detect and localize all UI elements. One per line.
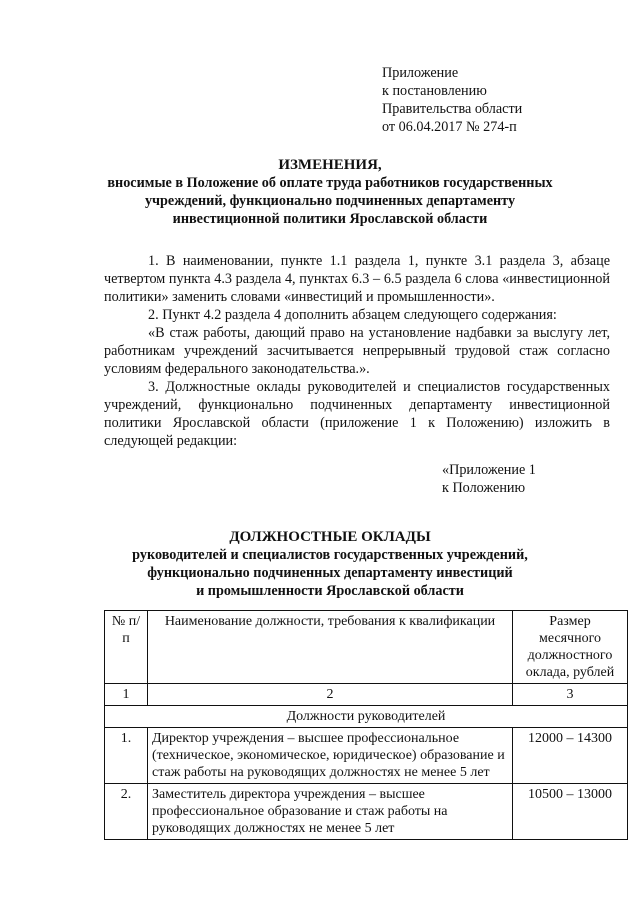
row-position: Директор учреждения – высшее профессиональное (техническое, экономическое, юридическое) образование и стаж работы на руководящих должностях не менее 5 лет <box>148 728 513 784</box>
changes-title: ИЗМЕНЕНИЯ, <box>278 157 382 173</box>
table-header-row <box>105 611 628 684</box>
table-index-row <box>105 684 628 706</box>
table-row <box>105 728 628 784</box>
appendix-line-4: от 06.04.2017 № 274-п <box>382 119 517 135</box>
salaries-subtitle-2: функционально подчиненных департаменту инвестиций <box>147 565 513 581</box>
paragraph-4: 3. Должностные оклады руководителей и специалистов государственных учреждений, функционально подчиненных департаменту инвестиционной политики Ярославской области (приложение 1 к Положению) изложить в следующей редакции: <box>104 379 610 449</box>
paragraph-2: 2. Пункт 4.2 раздела 4 дополнить абзацем следующего содержания: <box>148 307 557 323</box>
salary-table <box>104 610 628 840</box>
header-number: № п/п <box>105 611 148 684</box>
table-row <box>105 784 628 840</box>
index-cell-3: 3 <box>513 684 628 706</box>
salaries-subtitle-3: и промышленности Ярославской области <box>196 583 464 599</box>
changes-heading <box>80 156 580 228</box>
changes-subtitle-2: учреждений, функционально подчиненных департаменту <box>144 193 516 209</box>
header-salary: Размер месячного должностного оклада, рублей <box>513 611 628 684</box>
changes-subtitle-1: вносимые в Положение об оплате труда работников государственных <box>107 175 553 191</box>
paragraph-1: 1. В наименовании, пункте 1.1 раздела 1, пункте 3.1 раздела 3, абзаце четвертом пункта 4.3 раздела 4, пунктах 6.3 – 6.5 раздела 6 слова «инвестиционной политики» заменить словами «инвестиций и промышленности». <box>104 253 610 305</box>
document-body <box>104 252 610 450</box>
appendix-1-header <box>442 461 612 497</box>
appendix-line-3: Правительства области <box>382 101 523 117</box>
changes-subtitle-3: инвестиционной политики Ярославской области <box>172 211 488 227</box>
row-salary: 10500 – 13000 <box>513 784 628 840</box>
row-number: 2. <box>105 784 148 840</box>
appendix-1-line-1: «Приложение 1 <box>442 462 536 478</box>
row-position: Заместитель директора учреждения – высшее профессиональное образование и стаж работы на руководящих должностях не менее 5 лет <box>148 784 513 840</box>
section-label: Должности руководителей <box>105 706 628 728</box>
row-salary: 12000 – 14300 <box>513 728 628 784</box>
section-row <box>105 706 628 728</box>
appendix-line-1: Приложение <box>382 65 459 81</box>
salaries-title: ДОЛЖНОСТНЫЕ ОКЛАДЫ <box>229 529 431 545</box>
salaries-subtitle-1: руководителей и специалистов государственных учреждений, <box>132 547 528 563</box>
header-position: Наименование должности, требования к квалификации <box>148 611 513 684</box>
appendix-line-2: к постановлению <box>382 83 487 99</box>
salaries-heading <box>80 528 580 600</box>
appendix-1-line-2: к Положению <box>442 480 526 496</box>
index-cell-2: 2 <box>148 684 513 706</box>
index-cell-1: 1 <box>105 684 148 706</box>
appendix-header <box>382 64 612 136</box>
paragraph-3: «В стаж работы, дающий право на установление надбавки за выслугу лет, работникам учреждений засчитывается непрерывный трудовой стаж согласно условиям федерального законодательства.». <box>104 325 610 377</box>
row-number: 1. <box>105 728 148 784</box>
